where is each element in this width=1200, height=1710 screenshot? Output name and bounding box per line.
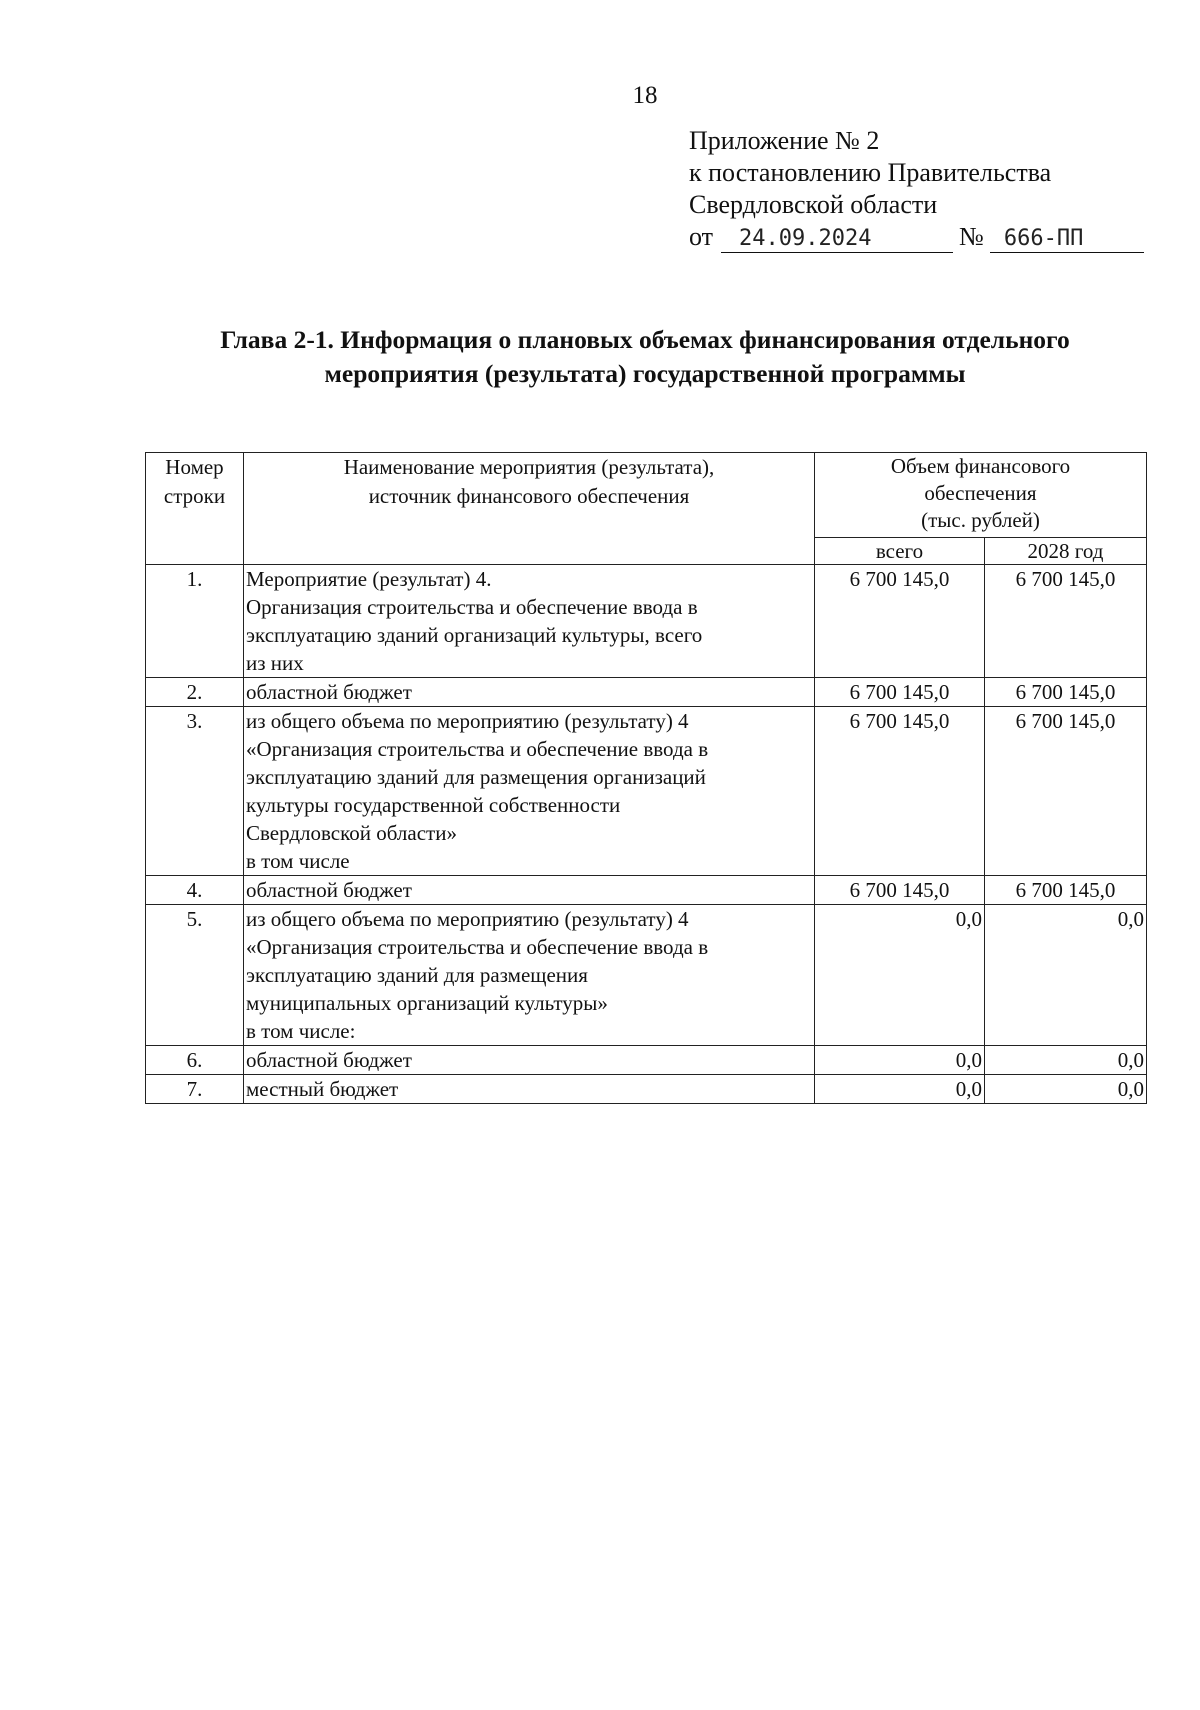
row-name: [244, 678, 815, 707]
row-total: 0,0: [815, 905, 985, 1046]
row-number: 4.: [146, 876, 244, 905]
row-total: 6 700 145,0: [815, 707, 985, 876]
appendix-title: Приложение № 2: [689, 126, 880, 155]
table-row: [146, 1046, 1147, 1075]
row-number: 1.: [146, 565, 244, 678]
table-row: [146, 707, 1147, 876]
chapter-heading-line-1: Глава 2-1. Информация о плановых объемах финансирования отдельного: [220, 325, 1070, 354]
row-name-line: эксплуатацию зданий для размещения: [246, 963, 588, 987]
row-total: 6 700 145,0: [815, 876, 985, 905]
chapter-heading: [150, 323, 1140, 391]
row-name-line: из общего объема по мероприятию (результату) 4: [246, 907, 689, 931]
table-row: [146, 1075, 1147, 1104]
row-name-line: эксплуатацию зданий организаций культуры, всего: [246, 623, 703, 647]
row-year: 6 700 145,0: [985, 678, 1147, 707]
row-name: [244, 1046, 815, 1075]
row-name: [244, 707, 815, 876]
row-name-line: в том числе: [246, 849, 350, 873]
header-name: Наименование мероприятия (результата), источник финансового обеспечения: [244, 453, 815, 565]
row-number: 7.: [146, 1075, 244, 1104]
row-name-line: Организация строительства и обеспечение ввода в: [246, 595, 698, 619]
row-name-line: областной бюджет: [246, 680, 412, 704]
row-year: 0,0: [985, 1046, 1147, 1075]
appendix-region: Свердловской области: [689, 190, 938, 219]
row-name-line: эксплуатацию зданий для размещения организаций: [246, 765, 706, 789]
row-year: 6 700 145,0: [985, 876, 1147, 905]
resolution-number: 666-ПП: [990, 227, 1144, 253]
date-prefix: от: [689, 222, 714, 251]
financing-table: [145, 452, 1147, 1104]
row-year: 6 700 145,0: [985, 707, 1147, 876]
row-number: 3.: [146, 707, 244, 876]
row-name: [244, 876, 815, 905]
row-number: 6.: [146, 1046, 244, 1075]
row-name-line: из них: [246, 651, 304, 675]
table-row: [146, 905, 1147, 1046]
table-row: [146, 565, 1147, 678]
table-row: [146, 678, 1147, 707]
row-total: 0,0: [815, 1046, 985, 1075]
header-total: всего: [815, 538, 985, 565]
row-total: 6 700 145,0: [815, 565, 985, 678]
row-number: 5.: [146, 905, 244, 1046]
header-volume: Объем финансового обеспечения (тыс. рублей): [815, 453, 1147, 538]
table-header-row: [146, 453, 1147, 538]
row-name: [244, 905, 815, 1046]
row-name-line: Мероприятие (результат) 4.: [246, 567, 492, 591]
table-row: [146, 876, 1147, 905]
row-name-line: в том числе:: [246, 1019, 356, 1043]
row-year: 6 700 145,0: [985, 565, 1147, 678]
appendix-date-number: [689, 221, 1144, 253]
appendix-resolution: к постановлению Правительства: [689, 158, 1052, 187]
row-total: 0,0: [815, 1075, 985, 1104]
page-number: 18: [632, 82, 658, 109]
chapter-heading-line-2: мероприятия (результата) государственной программы: [324, 359, 966, 388]
row-total: 6 700 145,0: [815, 678, 985, 707]
header-row-number: Номер строки: [146, 453, 244, 565]
appendix-block: [689, 125, 1144, 253]
row-year: 0,0: [985, 1075, 1147, 1104]
row-name-line: Свердловской области»: [246, 821, 457, 845]
row-name-line: из общего объема по мероприятию (результату) 4: [246, 709, 689, 733]
row-name-line: культуры государственной собственности: [246, 793, 621, 817]
row-name-line: местный бюджет: [246, 1077, 399, 1101]
resolution-date: 24.09.2024: [721, 227, 953, 253]
row-name-line: областной бюджет: [246, 1048, 412, 1072]
row-name-line: муниципальных организаций культуры»: [246, 991, 608, 1015]
header-year: 2028 год: [985, 538, 1147, 565]
number-label: №: [959, 222, 984, 251]
row-name: [244, 565, 815, 678]
row-number: 2.: [146, 678, 244, 707]
row-name-line: «Организация строительства и обеспечение ввода в: [246, 935, 709, 959]
row-name: [244, 1075, 815, 1104]
row-name-line: областной бюджет: [246, 878, 412, 902]
row-year: 0,0: [985, 905, 1147, 1046]
row-name-line: «Организация строительства и обеспечение ввода в: [246, 737, 709, 761]
